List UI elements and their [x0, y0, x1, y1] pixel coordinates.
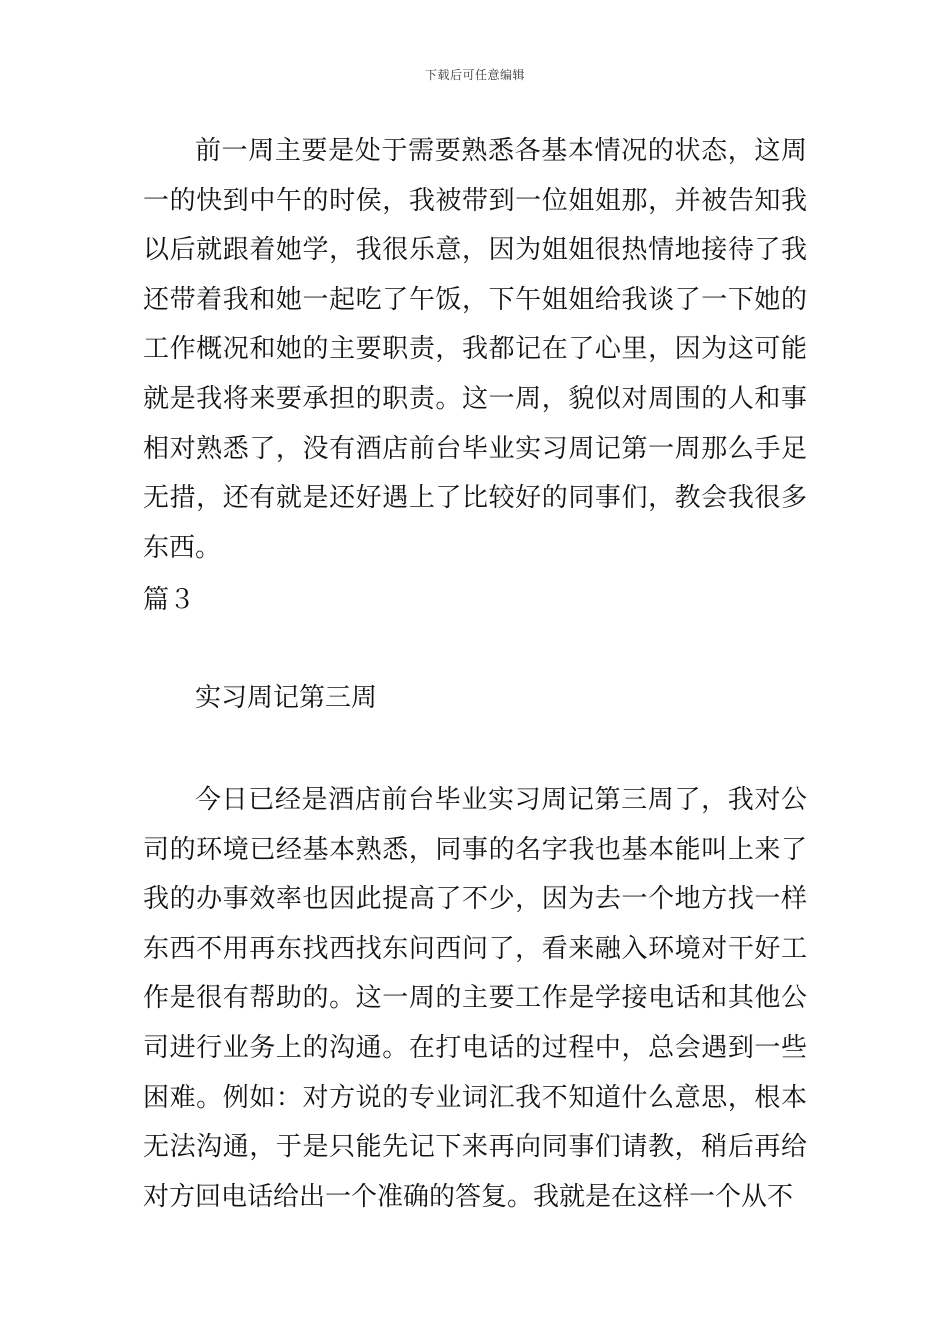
page-header: 下载后可任意编辑 — [424, 68, 525, 82]
section-heading: 篇３ — [143, 585, 196, 615]
body-paragraph-week2 — [143, 127, 807, 573]
body-paragraph-week3 — [143, 776, 807, 1222]
paragraph-text: 前一周主要是处于需要熟悉各基本情况的状态，这周一的快到中午的时侯，我被带到一位姐姐那，并被告知我以后就跟着她学，我很乐意，因为姐姐很热情地接待了我还带着我和她一起吃了午饭，下午姐姐给我谈了一下她的工作概况和她的主要职责，我都记在了心里，因为这可能就是我将来要承担的职责。这一周，貌似对周围的人和事相对熟悉了，没有酒店前台毕业实习周记第一周那么手足无措，还有就是还好遇上了比较好的同事们，教会我很多东西。 — [143, 136, 807, 563]
paragraph-text: 今日已经是酒店前台毕业实习周记第三周了，我对公司的环境已经基本熟悉，同事的名字我也基本能叫上来了我的办事效率也因此提高了不少，因为去一个地方找一样东西不用再东找西找东问西问了，看来融入环境对干好工作是很有帮助的。这一周的主要工作是学接电话和其他公司进行业务上的沟通。在打电话的过程中，总会遇到一些困难。例如：对方说的专业词汇我不知道什么意思，根本无法沟通，于是只能先记下来再向同事们请教，稍后再给对方回电话给出一个准确的答复。我就是在这样一个从不 — [143, 785, 807, 1212]
section-subtitle: 实习周记第三周 — [195, 683, 378, 713]
